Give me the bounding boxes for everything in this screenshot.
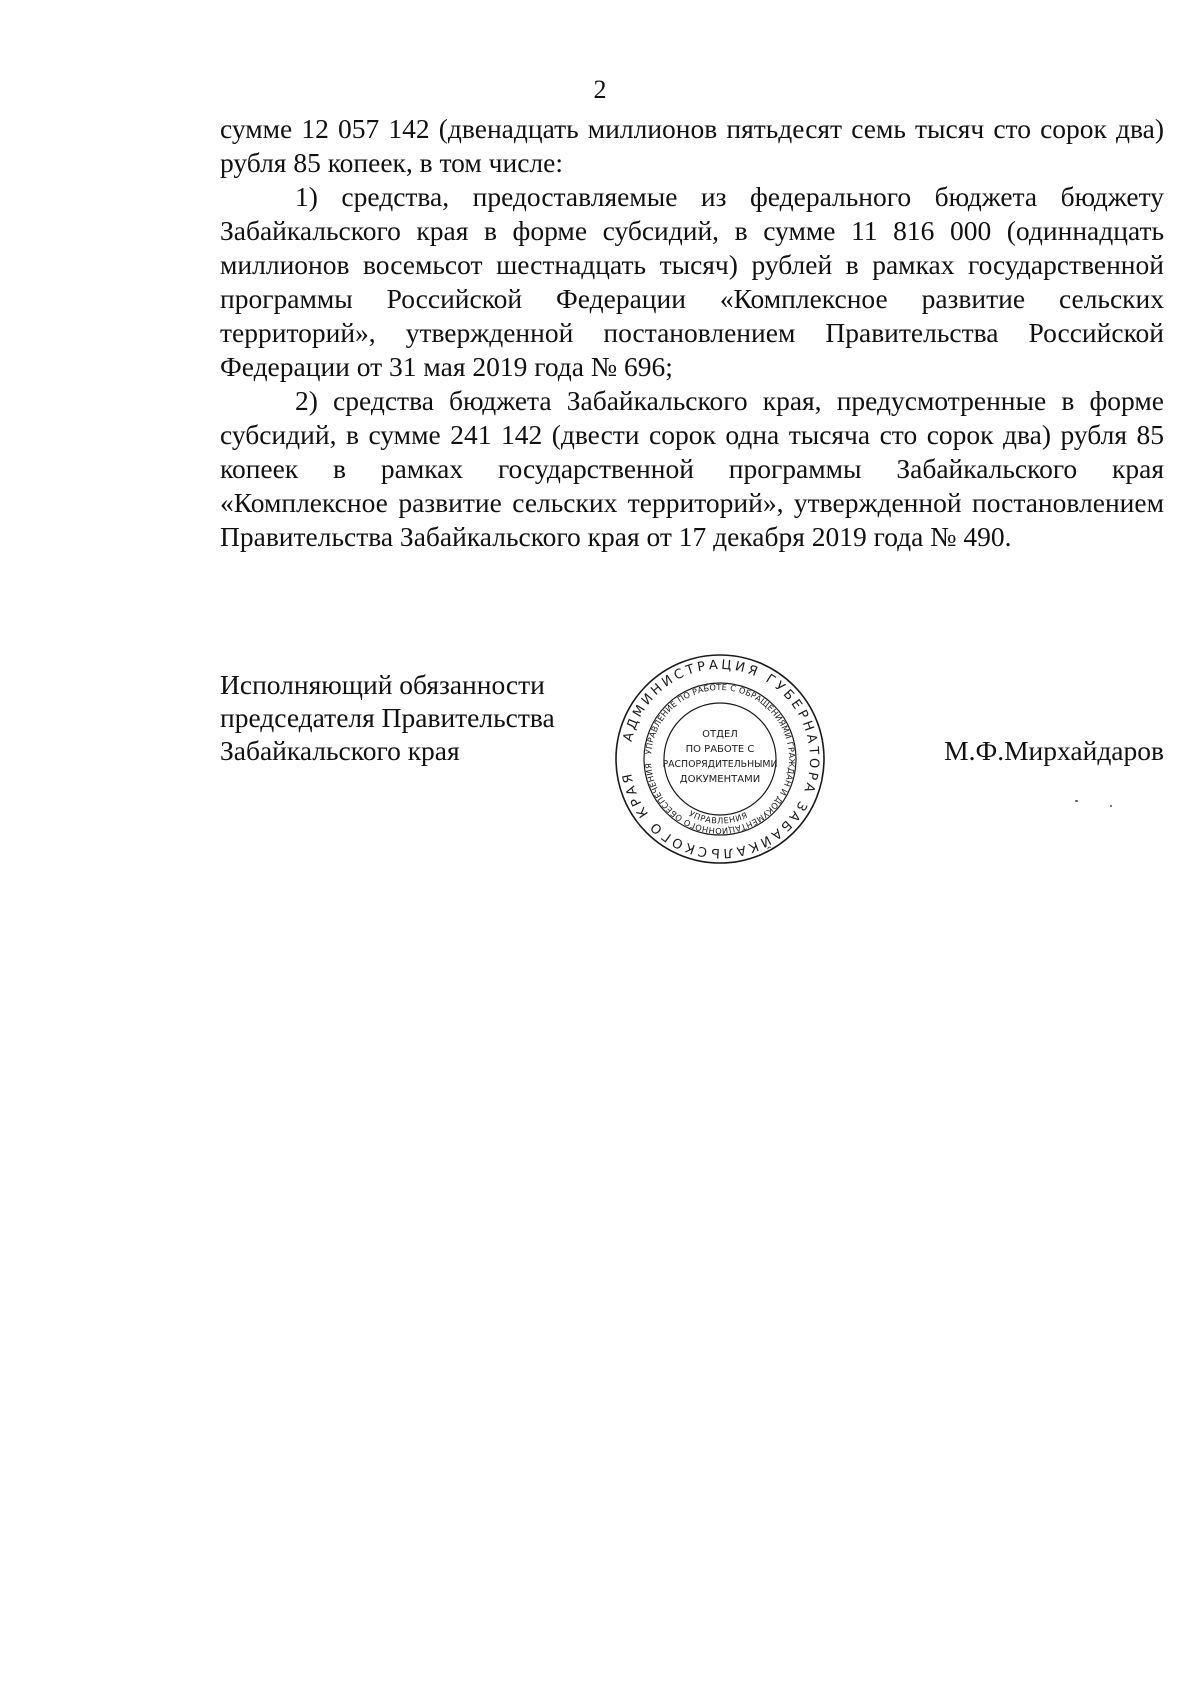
paragraph-item-2: 2) средства бюджета Забайкальского края, предусмотренные в форме субсидий, в сумме 241 142 (двести сорок одна тысяча сто сорок два) рубля 85 копеек в рамках государственной программы Забайкальского края «Комплексное развитие сельских территорий», утвержденной постановлением Правительства Забайкальского края от 17 декабря 2019 года № 490. bbox=[220, 385, 1164, 552]
signatory-title-line: председателя Правительства bbox=[220, 702, 555, 733]
stamp-center-line: ПО РАБОТЕ С bbox=[685, 744, 755, 755]
signatory-name: М.Ф.Мирхайдаров bbox=[944, 735, 1164, 766]
signatory-title bbox=[220, 668, 555, 767]
document-body bbox=[220, 112, 1164, 554]
signatory-title-line: Исполняющий обязанности bbox=[220, 669, 545, 700]
scan-speck bbox=[1110, 805, 1112, 807]
stamp-center-line: РАСПОРЯДИТЕЛЬНЫМИ bbox=[662, 759, 778, 770]
official-stamp bbox=[612, 651, 828, 867]
page-number: 2 bbox=[593, 75, 607, 104]
paragraph-continuation: сумме 12 057 142 (двенадцать миллионов пятьдесят семь тысяч сто сорок два) рубля 85 копеек, в том числе: bbox=[220, 113, 1164, 178]
stamp-center-line: ДОКУМЕНТАМИ bbox=[679, 774, 761, 785]
signatory-title-line: Забайкальского края bbox=[220, 735, 460, 766]
stamp-inner-text: УПРАВЛЕНИЕ ПО РАБОТЕ С ОБРАЩЕНИЯМИ ГРАЖДАН И ДОКУМЕНТАЦИОННОГО ОБЕСПЕЧЕНИЯ bbox=[643, 681, 798, 837]
stamp-center-line: ОТДЕЛ bbox=[702, 729, 738, 740]
scan-speck bbox=[1075, 800, 1078, 802]
paragraph-item-1: 1) средства, предоставляемые из федерального бюджета бюджету Забайкальского края в форме субсидий, в сумме 11 816 000 (одиннадцать миллионов восемьсот шестнадцать тысяч) рублей в рамках государственной программы Российской Федерации «Комплексное развитие сельских территорий», утвержденной постановлением Правительства Российской Федерации от 31 мая 2019 года № 696; bbox=[220, 181, 1164, 382]
stamp-inner-bottom-text: УПРАВЛЕНИЯ bbox=[687, 808, 750, 826]
stamp-outer-text: АДМИНИСТРАЦИЯ ГУБЕРНАТОРА ЗАБАЙКАЛЬСКОГО КРАЯ bbox=[619, 657, 822, 861]
